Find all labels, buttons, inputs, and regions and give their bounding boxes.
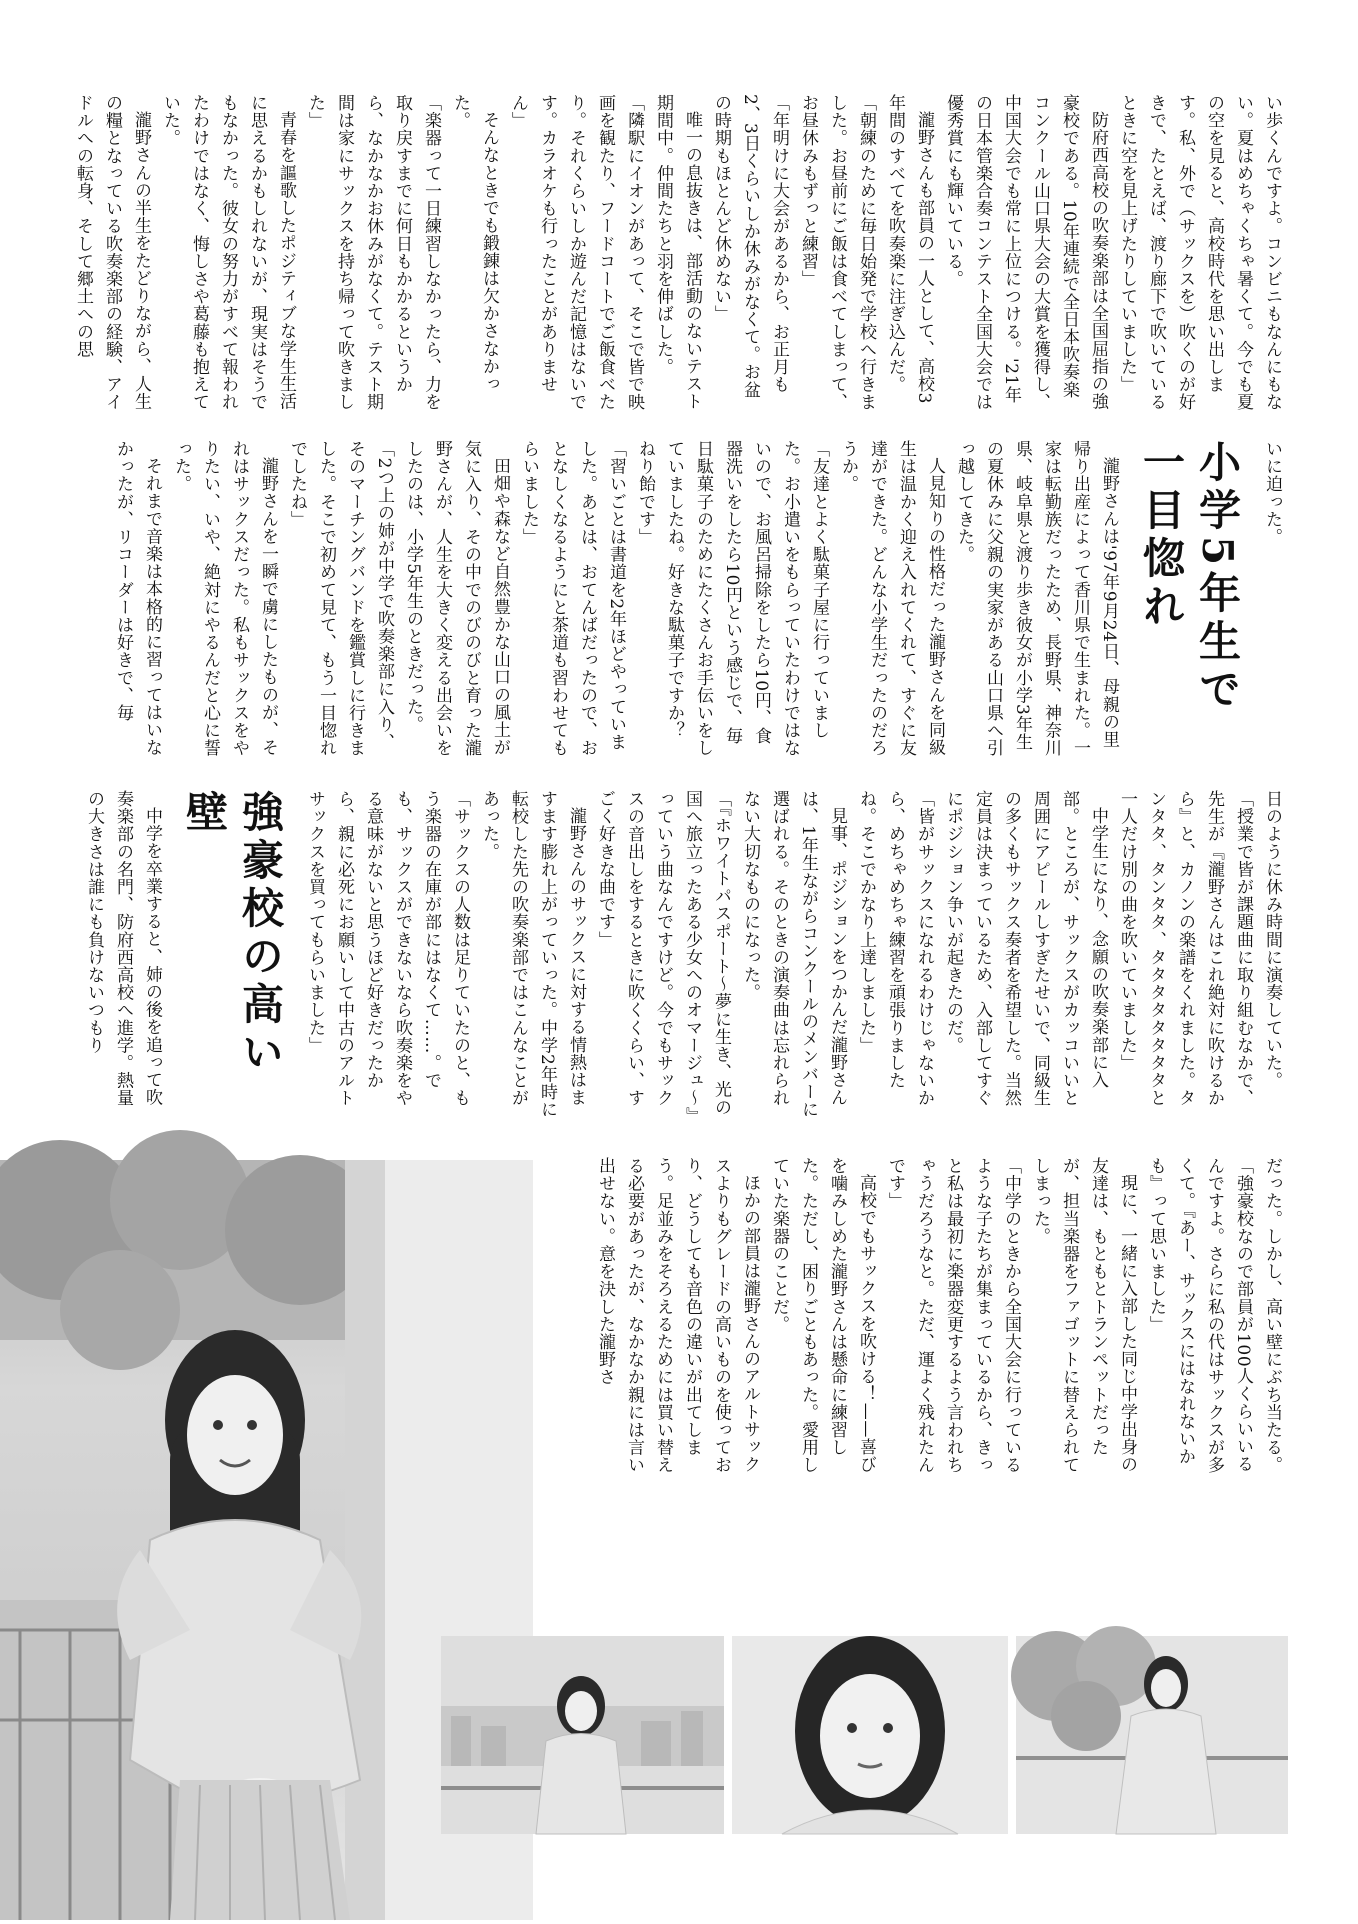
paragraph: 瀧野さんは'97年9月24日、母親の里帰り出産によって香川県で生まれた。一家は転勤族だったため、長野県、神奈川県、岐阜県と渡り歩き彼女が小学3年生の夏休みに父親の実家がある山口県へ引っ越してきた。 — [954, 440, 1119, 757]
paragraph: 「2つ上の姉が中学で吹奏楽部に入り、そのマーチングバンドを鑑賞しに行きました。そこで初めて見て、もう一目惚れでしたね」 — [287, 440, 394, 757]
paragraph: だった。しかし、高い壁にぶち当たる。 — [1262, 1157, 1282, 1474]
paragraph: 瀧野さんの半生をたどりながら、人生の糧となっている吹奏楽部の経験、アイドルへの転身、そして郷土への思 — [73, 94, 151, 411]
paragraph: 「朝練のために毎日始発で学校へ行きました。お昼前にご飯は食べてしまって、お昼休みもずっと練習」 — [798, 94, 876, 411]
paragraph: 「習いごとは書道を2年ほどやっていました。あとは、おてんばだったので、おとなしくなるようにと茶道も習わせてもらいました」 — [519, 440, 626, 757]
paragraph: それまで音楽は本格的に習ってはいなかったが、リコーダーは好きで、毎 — [113, 440, 162, 757]
paragraph: ほかの部員は瀧野さんのアルトサックスよりもグレードの高いものを使っており、どうしても音色の違いが出てしまう。足並みをそろえるためには買い替える必要があったが、なかなか親には言い出せない。意を決した瀧野さ — [595, 1157, 760, 1474]
paragraph: いに迫った。 — [1262, 440, 1282, 546]
paragraph: 唯一の息抜きは、部活動のないテスト期間中。仲間たちと羽を伸ばした。 — [653, 94, 702, 411]
section-heading: 小学5年生で一目惚れ — [1137, 440, 1242, 716]
portrait-illustration — [441, 1636, 724, 1834]
paragraph: 「友達とよく駄菓子屋に行っていました。お小遣いをもらっていたわけではないので、お風呂掃除をしたら10円、食器洗いをしたら10円という感じで、毎日駄菓子のためにたくさんお手伝いをしていましたね。好きな駄菓子ですか？ ねり飴です」 — [635, 440, 829, 757]
paragraph: 「『ホワイトパスポート〜夢に生き、光の国へ旅立ったある少女へのオマージュ〜』っていう曲なんですけど。今でもサックスの音出しをするときに吹くくらい、すごく好きな曲です」 — [595, 790, 731, 1116]
section-heading: 強豪校の高い壁 — [180, 790, 285, 1078]
paragraph: 「楽器って一日練習しなかったら、力を取り戻すまでに何日もかかるというから、なかなかお休みがなくて。テスト期間は家にサックスを持ち帰って吹きました」 — [305, 94, 441, 411]
paragraph: 瀧野さんのサックスに対する情熱はますます膨れ上がっていった。中学2年時に転校した先の吹奏楽部ではこんなことがあった。 — [479, 790, 586, 1119]
paragraph: 「年明けに大会があるから、お正月も2、3日くらいしか休みがなくて。お盆の時期もほとんど休めない」 — [711, 94, 789, 399]
article-band-middle — [113, 440, 1286, 760]
paragraph: 「皆がサックスになれるわけじゃないから、めちゃめちゃ練習を頑張りましたね。そこでかなり上達しました」 — [856, 790, 934, 1107]
portrait-illustration — [1016, 1636, 1288, 1834]
paragraph: 「授業で皆が課題曲に取り組むなかで、先生が『瀧野さんはこれ絶対に吹けるから』と、カノンの楽譜をくれました。タンタタ、タンタタ、タタタタタタタタと一人だけ別の曲を吹いていました」 — [1117, 790, 1253, 1107]
paragraph: 瀧野さんを一瞬で虜にしたものが、それはサックスだった。私もサックスをやりたい、いや、絶対にやるんだと心に誓った。 — [171, 440, 278, 757]
paragraph: 「中学のときから全国大会に行っているような子たちが集まっているから、きっと私は最初に楽器変更するよう言われちゃうだろうなと。ただ、運よく残れたんです」 — [885, 1157, 1021, 1474]
portrait-illustration — [732, 1636, 1008, 1834]
paragraph: 「強豪校なので部員が100人くらいいるんですよ。さらに私の代はサックスが多くて。『あー、サックスにはなれないかも』って思いました」 — [1146, 1157, 1253, 1474]
paragraph: 青春を謳歌したポジティブな学生生活に思えるかもしれないが、現実はそうでもなかった。彼女の努力がすべて報われたわけではなく、悔しさや葛藤も抱えていた。 — [160, 94, 296, 411]
portrait-photo-small-2 — [732, 1636, 1008, 1834]
paragraph: 高校でもサックスを吹ける！——喜びを噛みしめた瀧野さんは懸命に練習した。ただし、困りごともあった。愛用していた楽器のことだ。 — [769, 1157, 876, 1474]
paragraph: い歩くんですよ。コンビニもなんにもない。夏はめちゃくちゃ暑くて。今でも夏の空を見ると、高校時代を思い出します。私、外で（サックスを）吹くのが好きで、たとえば、渡り廊下で吹いているときに空を見上げたりしていました」 — [1117, 94, 1282, 411]
paragraph: 日のように休み時間に演奏していた。 — [1262, 790, 1282, 1090]
paragraph: そんなときでも鍛錬は欠かさなかった。 — [450, 94, 499, 393]
paragraph: 田畑や森など自然豊かな山口の風土が気に入り、その中でのびのびと育った瀧野さんが、人生を大きく変える出会いをしたのは、小学5年生のときだった。 — [403, 440, 510, 757]
paragraph: 現に、一緒に入部した同じ中学出身の友達は、もともとトランペットだったが、担当楽器をファゴットに替えられてしまった。 — [1030, 1157, 1137, 1474]
paragraph: 瀧野さんも部員の一人として、高校3年間のすべてを吹奏楽に注ぎ込んだ。 — [885, 94, 934, 405]
portrait-photo-small-3 — [1016, 1636, 1288, 1834]
paragraph: 中学を卒業すると、姉の後を追って吹奏楽部の名門、防府西高校へ進学。熱量の大きさは誰にも負けないつもり — [84, 790, 162, 1107]
paragraph: 「サックスの人数は足りていたのと、もう楽器の在庫が部にはなくて……。でも、サックスができないなら吹奏楽をやる意味がないと思うほど好きだったから、親に必死にお願いして中古のアルトサックスを買ってもらいました」 — [305, 790, 470, 1107]
paragraph: 「隣駅にイオンがあって、そこで皆で映画を観たり、フードコートでご飯食べたり。それくらいしか遊んだ記憶はないです。カラオケも行ったことがありません」 — [508, 94, 644, 411]
article-band-lower — [84, 790, 1286, 1120]
article-band-bottom — [584, 1157, 1286, 1479]
paragraph: 見事、ポジションをつかんだ瀧野さんは、1年生ながらコンクールのメンバーに選ばれる。そのときの演奏曲は忘れられない大切なものになった。 — [740, 790, 847, 1119]
paragraph: 中学生になり、念願の吹奏楽部に入部。ところが、サックスがカッコいいと周囲にアピールしすぎたせいで、同級生の多くもサックス奏者を希望した。当然定員は決まっているため、入部してすぐにポジション争いが起きたのだ。 — [943, 790, 1108, 1107]
article-band-top — [66, 94, 1286, 416]
portrait-photo-small-1 — [441, 1636, 724, 1834]
paragraph: 人見知りの性格だった瀧野さんを同級生は温かく迎え入れてくれて、すぐに友達ができた。どんな小学生だったのだろうか。 — [838, 440, 945, 757]
paragraph: 防府西高校の吹奏楽部は全国屈指の強豪校である。10年連続で全日本吹奏楽コンクール山口県大会の大賞を獲得し、中国大会でも常に上位につける。'21年の日本管楽合奏コンテスト全国大会では優秀賞にも輝いている。 — [943, 94, 1108, 411]
